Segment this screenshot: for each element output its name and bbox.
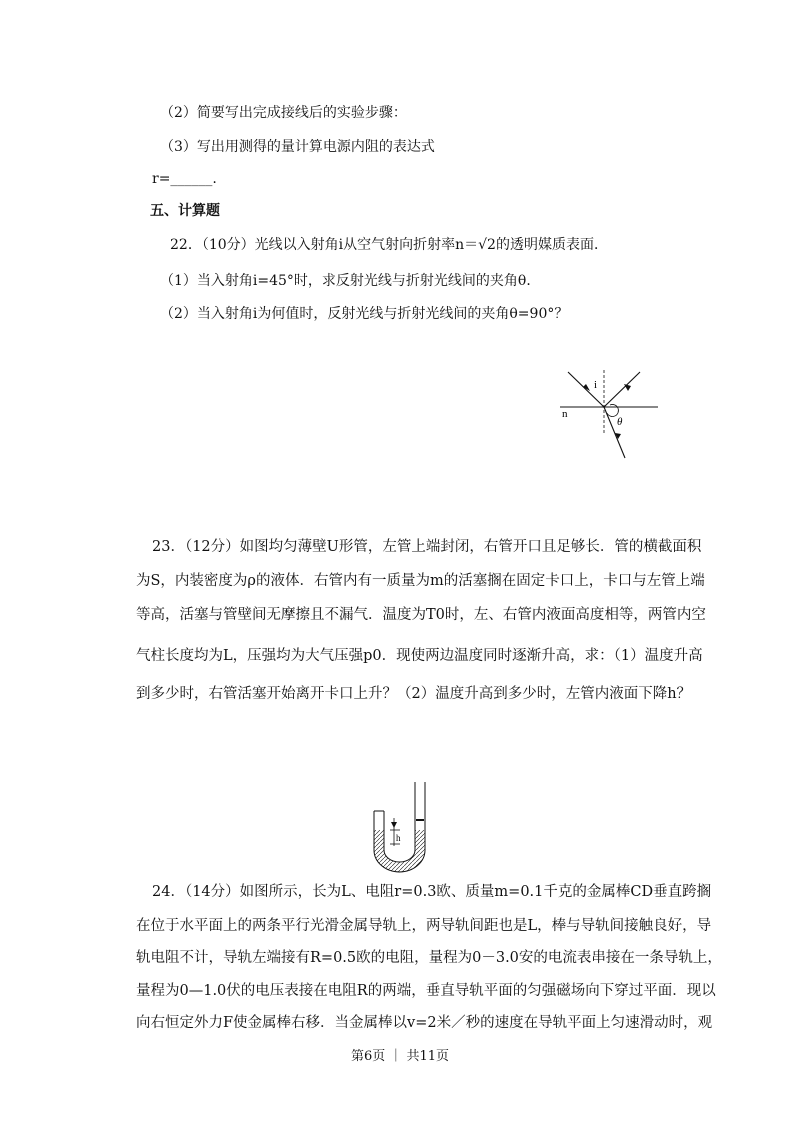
line-step-2: （2）简要写出完成接线后的实验步骤： bbox=[160, 105, 407, 121]
q24-line2: 在位于水平面上的两条平行光滑金属导轨上，两导轨间距也是L，棒与导轨间接触良好，导 bbox=[136, 918, 712, 934]
answer-blank-r: r=______. bbox=[152, 171, 217, 187]
line-step-3: （3）写出用测得的量计算电源内阻的表达式 bbox=[160, 139, 435, 155]
q23-line5: 到多少时，右管活塞开始离开卡口上升？（2）温度升高到多少时，左管内液面下降h？ bbox=[136, 686, 692, 702]
page-footer: 第6页 ｜ 共11页 bbox=[350, 1049, 450, 1064]
q24-line4: 量程为0—1.0伏的电压表接在电阻R的两端，垂直导轨平面的匀强磁场向下穿过平面．现以 bbox=[136, 983, 716, 999]
q22-stem: 22．（10分）光线以入射角i从空气射向折射率n＝√2的透明媒质表面． bbox=[170, 237, 608, 253]
fig22-label-i: i bbox=[594, 379, 598, 391]
q22-part1: （1）当入射角i=45°时，求反射光线与折射光线间的夹角θ． bbox=[160, 273, 541, 289]
q23-line3: 等高，活塞与管壁间无摩擦且不漏气．温度为T0时，左、右管内液面高度相等，两管内空 bbox=[136, 607, 706, 623]
q22-part2: （2）当入射角i为何值时，反射光线与折射光线间的夹角θ=90°？ bbox=[160, 306, 569, 322]
q24-line3: 轨电阻不计，导轨左端接有R=0.5欧的电阻，量程为0－3.0安的电流表串接在一条导轨上， bbox=[136, 950, 722, 966]
q23-line2: 为S，内装密度为ρ的液体．右管内有一质量为m的活塞搁在固定卡口上，卡口与左管上端 bbox=[136, 573, 705, 589]
refraction-diagram bbox=[550, 360, 665, 465]
fig22-label-n: n bbox=[562, 408, 568, 420]
q24-line1: 24．（14分）如图所示，长为L、电阻r=0.3欧、质量m=0.1千克的金属棒CD垂直跨搁 bbox=[152, 884, 712, 900]
fig23-label-h: h bbox=[396, 833, 401, 843]
u-tube-diagram bbox=[360, 778, 440, 873]
fig22-label-theta: θ bbox=[617, 416, 623, 428]
q23-line1: 23．（12分）如图均匀薄壁U形管，左管上端封闭，右管开口且足够长．管的横截面积 bbox=[152, 539, 702, 555]
q24-line5: 向右恒定外力F使金属棒右移．当金属棒以v=2米／秒的速度在导轨平面上匀速滑动时，观 bbox=[136, 1015, 713, 1031]
q23-line4: 气柱长度均为L，压强均为大气压强p0．现使两边温度同时逐渐升高，求：（1）温度升高 bbox=[136, 648, 703, 664]
section-heading: 五、计算题 bbox=[150, 203, 220, 219]
